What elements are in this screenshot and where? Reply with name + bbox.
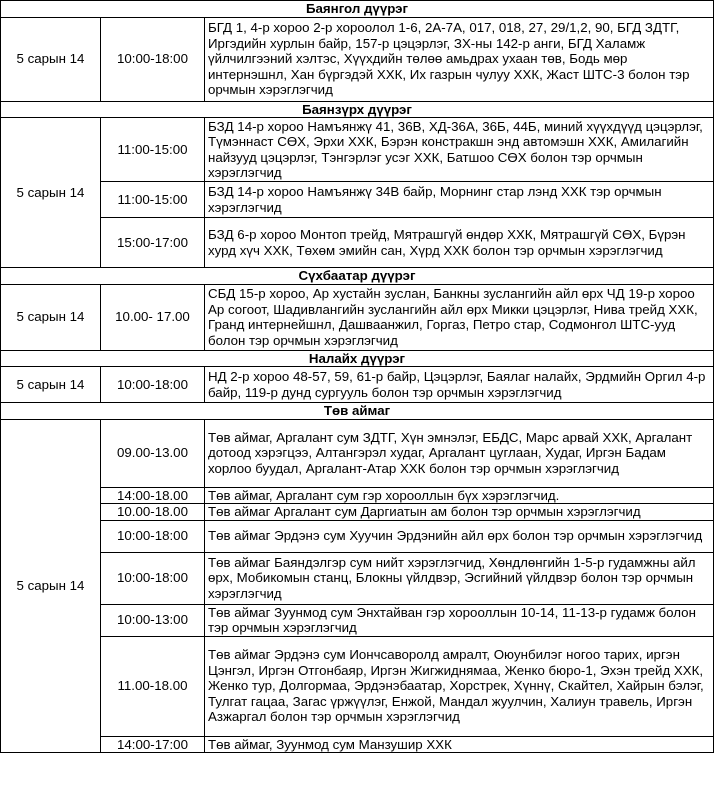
table-row [1, 487, 714, 504]
table-row [1, 17, 714, 101]
date-cell: 5 сарын 14 [1, 367, 101, 403]
address-cell: БЗД 14-р хороо Намъянжү 34В байр, Морнинг стар лэнд ХХК тэр орчмын хэрэглэгчид [205, 182, 714, 218]
address-cell: Төв аймаг Эрдэнэ сум Хуучин Эрдэнийн айл өрх болон тэр орчмын хэрэглэгчид [205, 520, 714, 552]
section-title: Баянгол дүүрэг [1, 1, 714, 18]
table-row [1, 604, 714, 636]
time-cell: 15:00-17:00 [101, 218, 205, 268]
time-cell: 14:00-18.00 [101, 487, 205, 504]
time-cell: 10.00- 17.00 [101, 284, 205, 350]
time-cell: 10:00-18:00 [101, 520, 205, 552]
section-header-row [1, 268, 714, 285]
time-cell: 11.00-18.00 [101, 636, 205, 736]
section-title: Налайх дүүрэг [1, 350, 714, 367]
section-title: Сүхбаатар дүүрэг [1, 268, 714, 285]
table-row [1, 552, 714, 604]
table-row [1, 284, 714, 350]
section-header-row [1, 350, 714, 367]
time-cell: 10:00-18:00 [101, 552, 205, 604]
address-cell: БЗД 14-р хороо Намъянжү 41, 36В, ХД-36А, 36Б, 44Б, миний хүүхдүүд цэцэрлэг, Түмэннаст СӨХ, Эрхи ХХК, Бэрэн констракшн энд автомэшн ХХК, Амилагийн найзууд цэцэрлэг, Тэнгэрлэг усэг ХХК, Батшоо СӨХ болон тэр орчмын хэрэглэгчид [205, 118, 714, 182]
time-cell: 09.00-13.00 [101, 419, 205, 487]
section-title: Төв аймаг [1, 403, 714, 420]
time-cell: 10:00-18:00 [101, 17, 205, 101]
address-cell: Төв аймаг Зуунмод сум Энхтайван гэр хорооллын 10-14, 11-13-р гудамж болон тэр орчмын хэрэглэгчид [205, 604, 714, 636]
address-cell: Төв аймаг Аргалант сум Даргиатын ам болон тэр орчмын хэрэглэгчид [205, 504, 714, 521]
date-cell: 5 сарын 14 [1, 118, 101, 268]
address-cell: БГД 1, 4-р хороо 2-р хороолол 1-6, 2А-7А, 017, 018, 27, 29/1,2, 90, БГД ЗДТГ, Иргэдийн хурлын байр, 157-р цэцэрлэг, ЗХ-ны 142-р анги, БГД Халамж үйлчилгээний хэлтэс, Хүүхдийн төлөө амьдрах ухаан төв, Бодь мөр интернэшнл, Хан бүргэдэй ХХК, Их газрын чулуу ХХК, Жаст ШТС-3 болон тэр орчмын хэрэглэгчид [205, 17, 714, 101]
table-row [1, 218, 714, 268]
address-cell: Төв аймаг, Аргалант сум гэр хорооллын бүх хэрэглэгчид. [205, 487, 714, 504]
time-cell: 10:00-13:00 [101, 604, 205, 636]
address-cell: Төв аймаг Эрдэнэ сум Иончсаворолд амралт, Оюунбилэг ногоо тарих, иргэн Цэнгэл, Иргэн Отгонбаяр, Иргэн Жигжиднямаа, Женко бюро-1, Эхэн трейд ХХК, Женко тур, Долгормаа, Эрдэнэбаатар, Хорстрек, Хүннү, Скайтел, Хайрын бэлэг, Тулгат гацаа, Загас үржүүлэг, Енжой, Мандал жуулчин, Халиун травель, Иргэн Азжаргал болон тэр орчмын хэрэглэгчид [205, 636, 714, 736]
time-cell: 10:00-18:00 [101, 367, 205, 403]
address-cell: СБД 15-р хороо, Ар хустайн зуслан, Банкны зуслангийн айл өрх ЧД 19-р хороо Ар согоот, Шадивлангийн зуслангийн айл өрх Микки цэцэрлэг, Нива трейд ХХК, Гранд интернейшнл, Дашваанжил, Горгаз, Петро стар, Содмонгол ШТС-ууд болон тэр орчмын хэрэглэгчид [205, 284, 714, 350]
table-row [1, 182, 714, 218]
time-cell: 10.00-18.00 [101, 504, 205, 521]
section-header-row [1, 1, 714, 18]
address-cell: Төв аймаг, Зуунмод сум Манзушир ХХК [205, 736, 714, 753]
address-cell: БЗД 6-р хороо Монтоп трейд, Мятрашгүй өндөр ХХК, Мятрашгүй СӨХ, Бүрэн хурд хүч ХХК, Төхөм эмийн сан, Хүрд ХХК болон тэр орчмын хэрэглэгчид [205, 218, 714, 268]
table-row [1, 520, 714, 552]
table-row [1, 118, 714, 182]
address-cell: Төв аймаг, Аргалант сум ЗДТГ, Хүн эмнэлэг, ЕБДС, Марс арвай ХХК, Аргалант дотоод хэрэгцээ, Алтангэрэл худаг, Аргалант цуглаан, Худаг, Иргэн Бадам хорлоо буудал, Аргалант-Атар ХХК болон тэр орчмын хэрэглэгчид [205, 419, 714, 487]
time-cell: 14:00-17:00 [101, 736, 205, 753]
section-header-row [1, 101, 714, 118]
table-row [1, 636, 714, 736]
date-cell: 5 сарын 14 [1, 17, 101, 101]
table-row [1, 419, 714, 487]
table-row [1, 367, 714, 403]
table-row [1, 504, 714, 521]
section-header-row [1, 403, 714, 420]
address-cell: НД 2-р хороо 48-57, 59, 61-р байр, Цэцэрлэг, Баялаг налайх, Эрдмийн Оргил 4-р байр, 119-р дунд сургууль болон тэр орчмын хэрэглэгчид [205, 367, 714, 403]
date-cell: 5 сарын 14 [1, 284, 101, 350]
table-row [1, 736, 714, 753]
time-cell: 11:00-15:00 [101, 118, 205, 182]
time-cell: 11:00-15:00 [101, 182, 205, 218]
address-cell: Төв аймаг Баяндэлгэр сум нийт хэрэглэгчид, Хөндлөнгийн 1-5-р гудамжны айл өрх, Мобикомын станц, Блокны үйлдвэр, Эсгийний үйлдвэр болон тэр орчмын хэрэглэгчид [205, 552, 714, 604]
section-title: Баянзүрх дүүрэг [1, 101, 714, 118]
date-cell: 5 сарын 14 [1, 419, 101, 753]
